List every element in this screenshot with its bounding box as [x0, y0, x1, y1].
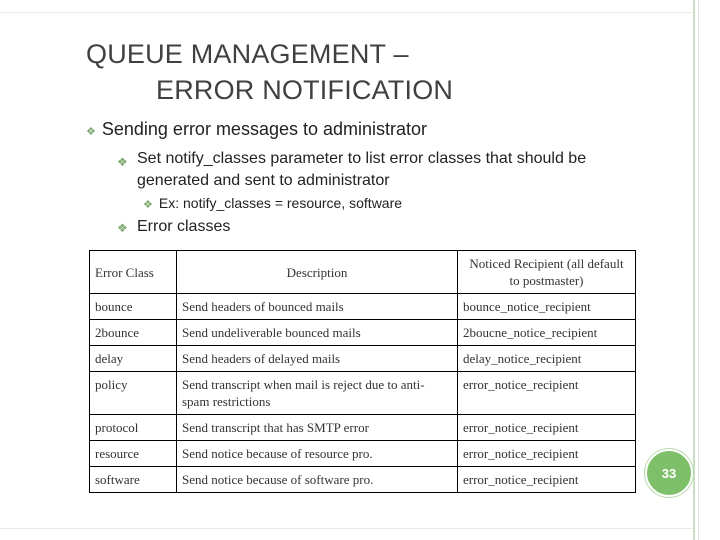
bullet-text: Ex: notify_classes = resource, software: [158, 195, 403, 211]
bullet-text: Set notify_classes parameter to list error classes that should be generated and sent to administrator: [137, 150, 587, 189]
page-number: 33: [661, 465, 677, 481]
cell-error-class: resource: [90, 441, 177, 467]
table-row: [90, 294, 636, 320]
cell-description: Send transcript when mail is reject due to anti-spam restrictions: [177, 372, 458, 415]
cell-description: Send transcript that has SMTP error: [177, 415, 458, 441]
cell-recipient: error_notice_recipient: [458, 415, 636, 441]
table-row: [90, 346, 636, 372]
cell-recipient: delay_notice_recipient: [458, 346, 636, 372]
table-row: [90, 372, 636, 415]
bullet-text: Sending error messages to administrator: [101, 119, 428, 139]
table-row: [90, 320, 636, 346]
bullet-diamond-icon: ❖: [86, 126, 96, 138]
frame-bottom-line: [0, 528, 693, 529]
error-classes-table: [89, 250, 636, 493]
cell-description: Send notice because of software pro.: [177, 467, 458, 493]
cell-description: Send headers of bounced mails: [177, 294, 458, 320]
cell-description: Send headers of delayed mails: [177, 346, 458, 372]
bullet-text: Error classes: [137, 218, 231, 235]
header-error-class: Error Class: [90, 251, 177, 294]
bullet-level-2: [117, 148, 657, 192]
page-number-badge: [645, 449, 693, 497]
table-header-row: [90, 251, 636, 294]
table-row: [90, 415, 636, 441]
table-row: [90, 441, 636, 467]
table-row: [90, 467, 636, 493]
frame-right-line-2: [698, 0, 699, 540]
slide-title: [86, 36, 453, 108]
title-line-2: ERROR NOTIFICATION: [156, 75, 454, 105]
cell-recipient: bounce_notice_recipient: [458, 294, 636, 320]
cell-description: Send undeliverable bounced mails: [177, 320, 458, 346]
cell-error-class: delay: [90, 346, 177, 372]
title-line-1: QUEUE MANAGEMENT –: [86, 39, 409, 69]
bullet-level-2: [117, 218, 230, 236]
cell-error-class: software: [90, 467, 177, 493]
bullet-diamond-icon: ❖: [117, 155, 128, 169]
bullet-diamond-icon: ❖: [143, 199, 153, 211]
cell-error-class: 2bounce: [90, 320, 177, 346]
cell-recipient: error_notice_recipient: [458, 467, 636, 493]
cell-recipient: 2boucne_notice_recipient: [458, 320, 636, 346]
cell-error-class: policy: [90, 372, 177, 415]
frame-top-line: [0, 12, 693, 13]
bullet-level-1: [86, 119, 427, 140]
cell-error-class: protocol: [90, 415, 177, 441]
cell-error-class: bounce: [90, 294, 177, 320]
frame-right-line: [693, 0, 695, 540]
bullet-level-3: [143, 195, 402, 211]
header-noticed-recipient: Noticed Recipient (all default to postmaster): [458, 251, 636, 294]
cell-recipient: error_notice_recipient: [458, 441, 636, 467]
bullet-diamond-icon: ❖: [117, 221, 128, 235]
cell-description: Send notice because of resource pro.: [177, 441, 458, 467]
header-description: Description: [177, 251, 458, 294]
cell-recipient: error_notice_recipient: [458, 372, 636, 415]
